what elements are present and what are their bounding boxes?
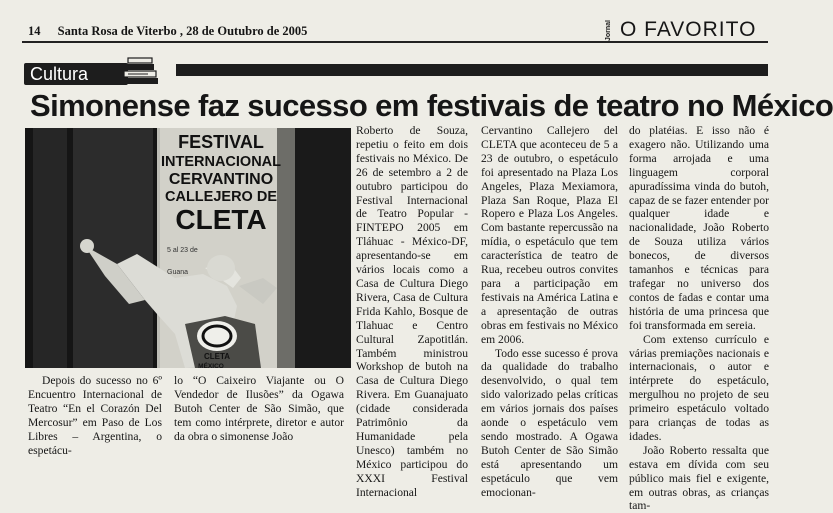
page-header — [28, 24, 307, 39]
section-books-icon — [118, 58, 160, 86]
article-column-1 — [28, 374, 162, 457]
article-paragraph: lo “O Caixeiro Viajante ou O Vendedor de Ilusões” da Ogawa Butoh Center de São Simão, que tem como intérprete, diretor e autor da obra o simonense João — [174, 374, 344, 443]
banner-line: CLETA — [175, 204, 267, 235]
banner-small-text: Guana — [167, 269, 189, 276]
emblem-text: CLETA — [203, 352, 231, 361]
article-column-4 — [481, 124, 618, 499]
article-paragraph: Cervantino Callejero del CLETA que aconteceu de 5 a 23 de outubro, o espetáculo foi apresentado na Plaza Los Angeles, Plaza Mexiamora, Plaza San Roque, Plaza El Ropero e Plaza Los Angeles. Com bastante repercussão na mídia, o espetáculo que tem característica de teatro de Rua, recebeu outros convites para a participação em festivais na América Latina e a apresentação de outras obras em festivais no México em 2006. — [481, 124, 618, 346]
article-paragraph: Todo esse sucesso é prova da qualidade do trabalho desenvolvido, o qual tem sido valorizado pelas críticas em vários jornais dos países aonde o espetáculo vem sendo mostrado. A Ogawa Butoh Center de São Simão está apresentando um espetáculo que vem emocionan- — [481, 346, 618, 499]
section-label: Cultura — [24, 63, 128, 85]
banner-line: CALLEJERO DE — [165, 189, 277, 205]
banner-line: FESTIVAL — [178, 132, 264, 152]
header-rule — [22, 41, 768, 43]
article-column-5 — [629, 124, 769, 513]
article-paragraph: do platéias. E isso não é exagero não. Utilizando uma forma arrojada e uma linguagem corporal apuradíssima vinda do butoh, capaz de se fazer entender por qualquer idade e nacionalidade, João Roberto de Souza utiliza vários bonecos, de diversos tamanhos e técnicas para trafegar no universo dos contos de fadas e contar uma história de uma princesa que foi transformada em sereia. — [629, 124, 769, 332]
article-column-3 — [356, 124, 468, 499]
banner-line: INTERNACIONAL — [160, 154, 282, 170]
article-paragraph: João Roberto ressalta que estava em dívida com seu público mais fiel e exigente, em outras obras, as crianças tam- — [629, 443, 769, 513]
article-photo — [25, 128, 351, 368]
article-paragraph: Roberto de Souza, repetiu o feito em dois festivais no México. De 26 de setembro a 2 de outubro participou do Festival Internacional de Teatro Popular - FINTEPO 2005 em Tláhuac - México-DF, apresentando-se em vários locais como a Casa de Cultura Diego Rivera, Casa de Cultura Frida Kahlo, Bosque de Tlahuac e Centro Cultural Zapotitlán. Também ministrou Workshop de butoh na Casa de Cultura Diego Rivera. Em Guanajuato (cidade considerada Patrimônio da Humanidade pela Unesco) também no México participou do XXXI Festival Internacional — [356, 124, 468, 499]
article-headline: Simonense faz sucesso em festivais de teatro no México — [30, 88, 833, 123]
article-paragraph: Com extenso currículo e várias premiações nacionais e internacionais, o autor e intérprete do espetáculo, mergulhou no projeto de seu primeiro espetáculo voltado para crianças de todas as idades. — [629, 332, 769, 443]
emblem-subtext: MÉXICO — [198, 363, 224, 370]
masthead-small-label: Jornal — [605, 19, 612, 41]
section-rule — [176, 64, 768, 76]
page-number: 14 — [28, 24, 41, 38]
article-paragraph: Depois do sucesso no 6º Encuentro Internacional de Teatro “En el Corazón Del Mercosur” em Paso de Los Libres – Argentina, o espetácu- — [28, 374, 162, 457]
article-column-2 — [174, 374, 344, 446]
performer-image — [25, 128, 351, 368]
masthead-name: O FAVORITO — [620, 18, 757, 41]
dateline: Santa Rosa de Viterbo , 28 de Outubro de 2005 — [57, 24, 308, 38]
banner-small-text: 5 al 23 de — [167, 247, 198, 254]
banner-line: CERVANTINO — [168, 171, 274, 188]
